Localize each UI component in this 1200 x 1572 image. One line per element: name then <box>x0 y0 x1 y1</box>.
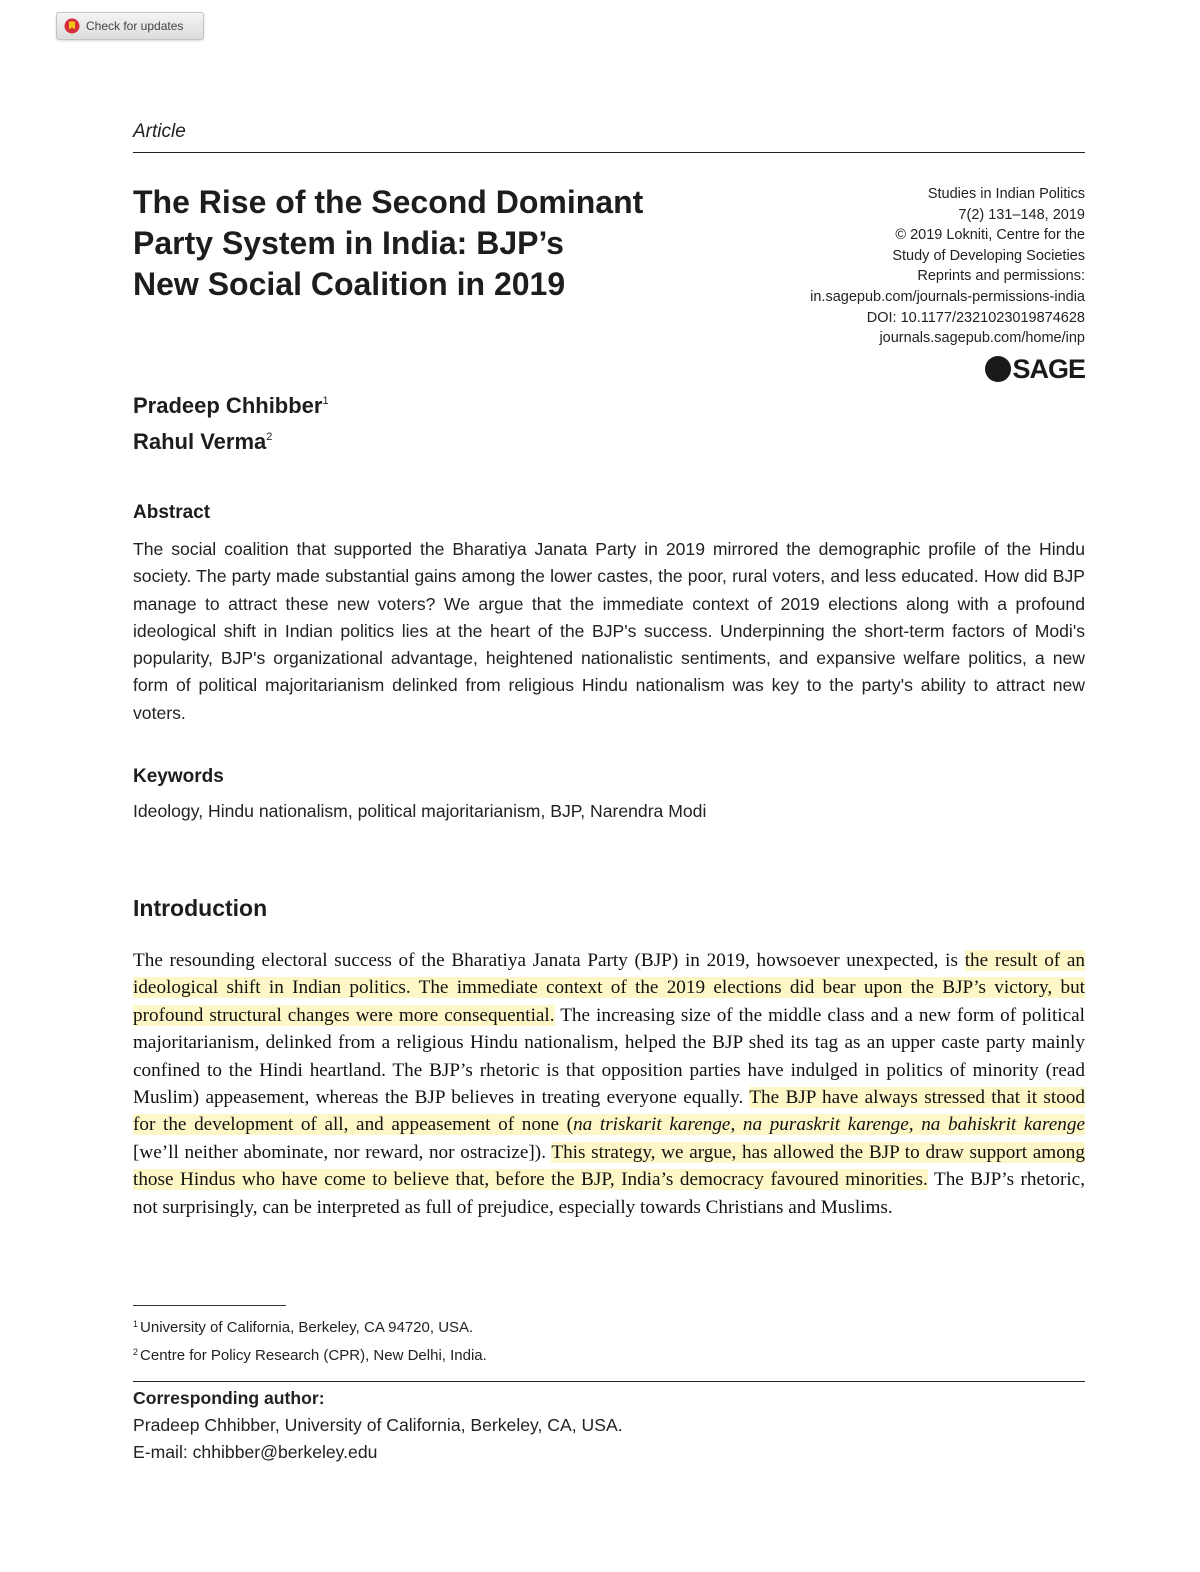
doi-link[interactable]: DOI: 10.1177/2321023019874628 <box>866 309 1085 326</box>
header-divider <box>133 152 1085 153</box>
highlighted-text: This strategy, we argue, has allowed the BJP to draw support among those Hindus who have come to believe that, before the BJP, India’s democracy favoured minorities. <box>133 1141 1085 1191</box>
author-list <box>133 385 329 457</box>
permissions-link[interactable]: in.sagepub.com/journals-permissions-india <box>810 288 1085 305</box>
journal-metadata <box>810 184 1085 349</box>
check-for-updates-label: Check for updates <box>86 19 184 33</box>
corresponding-author-affiliation: Pradeep Chhibber, University of California, Berkeley, CA, USA. <box>133 1415 623 1435</box>
corresponding-author-block <box>133 1385 623 1466</box>
author-name: Rahul Verma$^2$ <box>133 429 273 454</box>
affiliation-mark: 2 <box>266 431 273 443</box>
corresponding-author-label: Corresponding author: <box>133 1388 325 1408</box>
introduction-paragraph: The resounding electoral success of the Bharatiya Janata Party (BJP) in 2019, howsoever unexpected, is the result of an ideological shift in Indian politics. The immediate context of the 2019 elections did bear upon the BJP’s victory, but profound structural changes were more consequential. The increasing size of the middle class and a new form of political majoritarianism, delinked from a religious Hindu nationalism, helped the BJP shed its tag as an upper caste party mainly confined to the Hindi heartland. The BJP’s rhetoric is that opposition parties have indulged in politics of minority (read Muslim) appeasement, whereas the BJP believes in treating everyone equally. The BJP have always stressed that it stood for the development of all, and appeasement of none (na triskarit karenge, na puraskrit karenge, na bahiskrit karenge [we’ll neither abominate, nor reward, nor ostracize]). This strategy, we argue, has allowed the BJP to draw support among those Hindus who have come to believe that, before the BJP, India’s democracy favoured minorities. The BJP’s rhetoric, not surprisingly, can be interpreted as full of prejudice, especially towards Christians and Muslims. <box>133 950 1085 1218</box>
title-line: The Rise of the Second Dominant <box>133 184 644 220</box>
corresponding-author-email[interactable]: E-mail: chhibber@berkeley.edu <box>133 1442 378 1462</box>
footnotes <box>133 1312 487 1368</box>
copyright-line: Study of Developing Societies <box>892 247 1085 264</box>
sage-logo-text: SAGE <box>1012 354 1085 384</box>
highlighted-text: The BJP have always stressed that it stood for the development of all, and appeasement of none (na triskarit karenge, na puraskrit karenge, na bahiskrit karenge <box>133 1087 1085 1136</box>
corresponding-divider <box>133 1381 1085 1382</box>
footnote: $^2$ Centre for Policy Research (CPR), New Delhi, India. <box>133 1347 487 1364</box>
author-name: Pradeep Chhibber$^1$ <box>133 393 329 418</box>
article-title <box>133 182 753 305</box>
affiliation-mark: 1 <box>322 395 329 407</box>
keywords-text: Ideology, Hindu nationalism, political majoritarianism, BJP, Narendra Modi <box>133 801 707 821</box>
sage-logo <box>985 355 1085 383</box>
check-updates-icon <box>64 18 80 34</box>
introduction-heading: Introduction <box>133 895 268 921</box>
highlighted-text: the result of an ideological shift in Indian politics. The immediate context of the 2019 elections did bear upon the BJP’s victory, but profound structural changes were more consequential. <box>133 950 1085 1026</box>
title-line: Party System in India: BJP’s <box>133 225 564 261</box>
sage-logo-mark-icon <box>985 356 1011 382</box>
abstract-heading: Abstract <box>133 502 211 523</box>
check-for-updates-button[interactable] <box>56 12 204 40</box>
footnote: $^1$ University of California, Berkeley, CA 94720, USA. <box>133 1319 474 1336</box>
abstract-text: The social coalition that supported the Bharatiya Janata Party in 2019 mirrored the demographic profile of the Hindu society. The party made substantial gains among the lower castes, the poor, rural voters, and less educated. How did BJP manage to attract these new voters? We argue that the immediate context of 2019 elections along with a profound ideological shift in Indian politics lies at the heart of the BJP's success. Underpinning the short-term factors of Modi's popularity, BJP's organizational advantage, heightened nationalistic sentiments, and expansive welfare politics, a new form of political majoritarianism delinked from religious Hindu nationalism was key to the party's ability to attract new voters. <box>133 539 1085 723</box>
journal-name: Studies in Indian Politics <box>927 186 1085 202</box>
title-line: New Social Coalition in 2019 <box>133 266 566 302</box>
copyright-line: © 2019 Lokniti, Centre for the <box>895 227 1085 244</box>
reprints-label: Reprints and permissions: <box>917 268 1085 285</box>
footnote-divider <box>133 1305 286 1306</box>
journal-home-link[interactable]: journals.sagepub.com/home/inp <box>879 330 1085 347</box>
article-type-label: Article <box>133 121 186 142</box>
keywords-heading: Keywords <box>133 766 224 787</box>
journal-volume: 7(2) 131–148, 2019 <box>958 206 1085 223</box>
